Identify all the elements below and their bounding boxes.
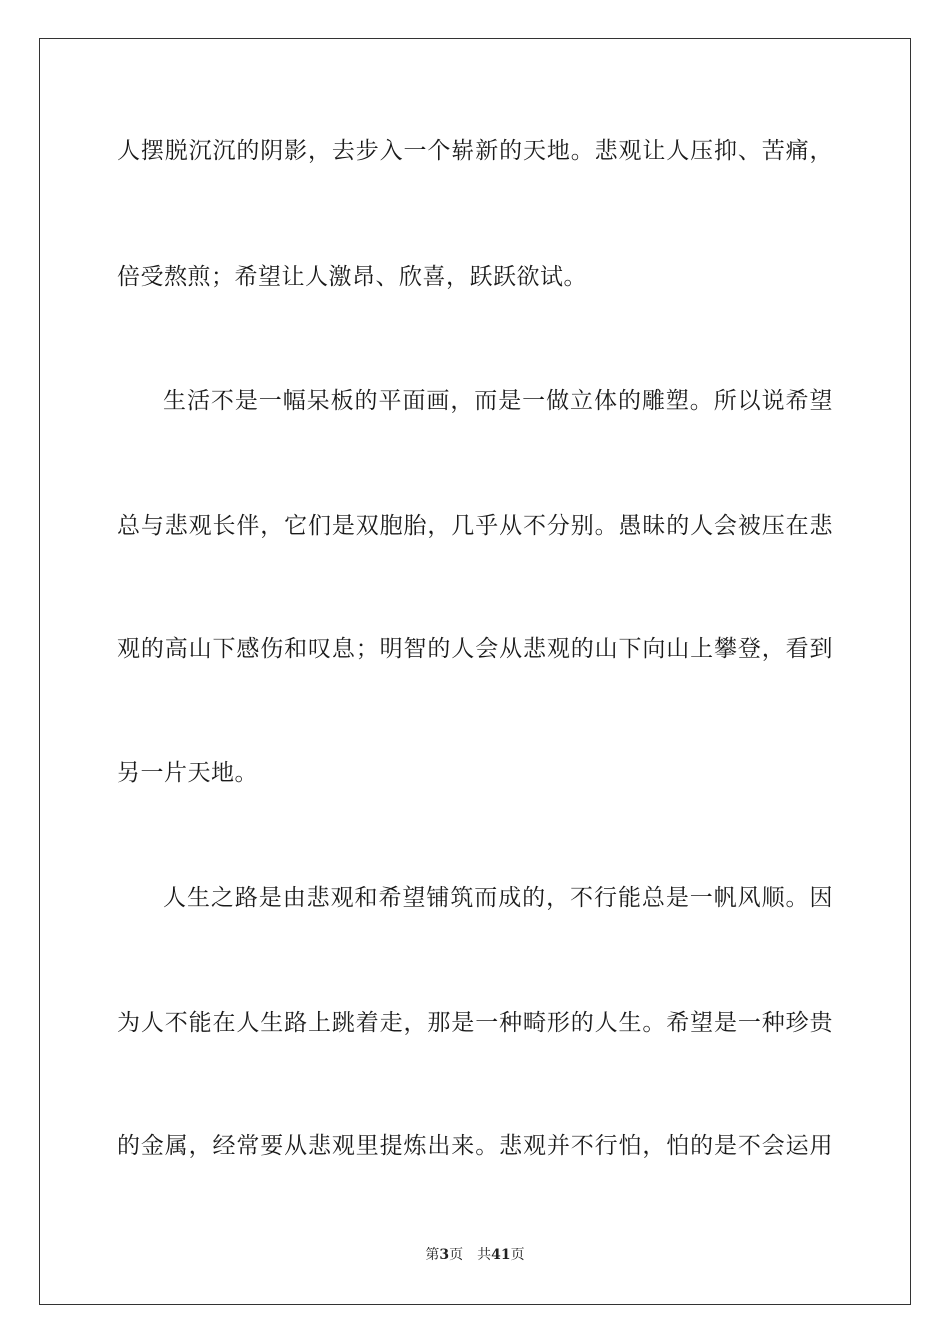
total-page-count: 41	[491, 1247, 511, 1263]
total-prefix: 共	[477, 1247, 492, 1263]
current-page-number: 3	[439, 1247, 450, 1263]
page-prefix: 第	[425, 1247, 440, 1263]
paragraph-line-6: 另一片天地。	[117, 760, 258, 786]
paragraph-line-8: 为人不能在人生路上跳着走，那是一种畸形的人生。希望是一种珍贵	[117, 1010, 833, 1036]
page-suffix: 页	[449, 1247, 464, 1263]
page-footer	[0, 1245, 950, 1265]
paragraph-line-5: 观的高山下感伤和叹息；明智的人会从悲观的山下向山上攀登，看到	[117, 636, 833, 662]
paragraph-line-1: 人摆脱沉沉的阴影，去步入一个崭新的天地。悲观让人压抑、苦痛，	[117, 138, 833, 164]
paragraph-line-7: 人生之路是由悲观和希望铺筑而成的，不行能总是一帆风顺。因	[163, 885, 833, 911]
page-border	[39, 38, 911, 1305]
paragraph-line-9: 的金属，经常要从悲观里提炼出来。悲观并不行怕，怕的是不会运用	[117, 1133, 833, 1159]
total-suffix: 页	[510, 1247, 525, 1263]
paragraph-line-3: 生活不是一幅呆板的平面画，而是一做立体的雕塑。所以说希望	[163, 388, 833, 414]
paragraph-line-2: 倍受熬煎；希望让人激昂、欣喜，跃跃欲试。	[117, 264, 587, 290]
paragraph-line-4: 总与悲观长伴，它们是双胞胎，几乎从不分别。愚昧的人会被压在悲	[117, 513, 833, 539]
